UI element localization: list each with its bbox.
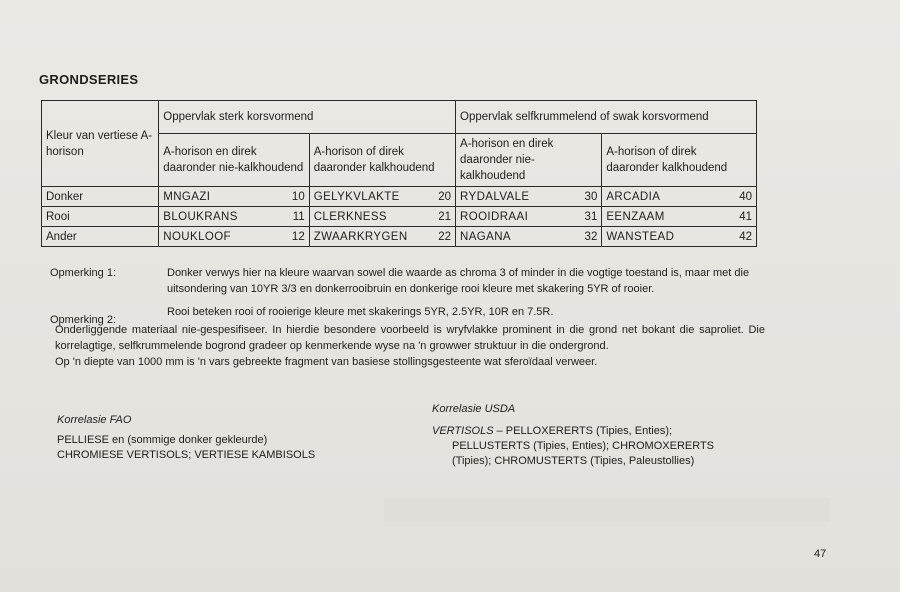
fao-line: PELLIESE en (sommige donker gekleurde) bbox=[57, 434, 268, 446]
sub-header: A-horison of direk daaronder kalkhoudend bbox=[602, 134, 757, 187]
table-row bbox=[42, 207, 757, 227]
paragraph-line: Onderliggende materiaal nie-gespesifiseer. In hierdie besondere voorbeeld is wryfvlakke prominent in die grond net bokant die saproliet. Die korrelagtige, selfkrummelende bogrond gradeer op kenmerkende wyse na 'n growwer struktuur in die ondergrond. bbox=[55, 324, 765, 352]
table-row bbox=[42, 187, 757, 207]
fao-title: Korrelasie FAO bbox=[57, 414, 132, 426]
fao-line: CHROMIESE VERTISOLS; VERTIESE KAMBISOLS bbox=[57, 449, 316, 461]
usda-title: Korrelasie USDA bbox=[432, 403, 516, 415]
sub-header: A-horison en direk daaronder nie-kalkhoudend bbox=[456, 134, 602, 187]
row-header-cell: Kleur van vertiese A-horison bbox=[42, 101, 159, 187]
series-name: ARCADIA bbox=[606, 190, 661, 203]
table-row bbox=[42, 227, 757, 247]
series-number: 31 bbox=[584, 210, 598, 223]
series-cell bbox=[309, 207, 455, 227]
series-number: 11 bbox=[292, 210, 305, 223]
series-cell bbox=[602, 227, 757, 247]
series-name: ROOIDRAAI bbox=[460, 210, 529, 223]
row-label: Ander bbox=[42, 227, 159, 247]
series-number: 21 bbox=[438, 210, 452, 223]
series-name: NOUKLOOF bbox=[163, 230, 231, 243]
fao-body bbox=[57, 433, 315, 463]
note-text: Donker verwys hier na kleure waarvan sowel die waarde as chroma 3 of minder in die vogtige toestand is, maar met die uitsondering van 10YR 3/3 en donkerrooibruin en donkerige rooi kleure met skakering 5YR of rooier. bbox=[167, 267, 750, 295]
series-name: WANSTEAD bbox=[606, 230, 675, 243]
series-name: CLERKNESS bbox=[313, 210, 387, 223]
group-header-self-mulching: Oppervlak selfkrummelend of swak korsvormend bbox=[456, 101, 757, 134]
usda-line: PELLUSTERTS (Tipies, Enties); CHROMOXERERTS bbox=[452, 440, 715, 452]
usda-line-rest: – PELLOXERERTS (Tipies, Enties); bbox=[493, 425, 673, 437]
series-number: 41 bbox=[739, 210, 752, 223]
usda-line: (Tipies); CHROMUSTERTS (Tipies, Paleustollies) bbox=[452, 455, 695, 467]
page-heading: GRONDSERIES bbox=[39, 72, 139, 87]
series-number: 40 bbox=[739, 190, 752, 203]
series-cell bbox=[602, 207, 757, 227]
series-cell bbox=[456, 187, 602, 207]
series-cell bbox=[456, 207, 602, 227]
series-number: 42 bbox=[739, 230, 752, 243]
paragraph-line: Op 'n diepte van 1000 mm is 'n vars gebreekte fragment van basiese stollingsgesteente wat sferoïdaal verweer. bbox=[55, 356, 598, 368]
series-cell bbox=[602, 187, 757, 207]
note-2 bbox=[50, 304, 770, 326]
soil-series-table bbox=[41, 100, 757, 247]
description-paragraph bbox=[55, 322, 765, 370]
note-label: Opmerking 2: bbox=[50, 314, 117, 326]
series-number: 30 bbox=[584, 190, 598, 203]
series-cell bbox=[159, 187, 309, 207]
usda-line bbox=[432, 424, 812, 439]
series-name: EENZAAM bbox=[606, 210, 665, 223]
series-number: 20 bbox=[438, 190, 452, 203]
series-cell bbox=[309, 227, 455, 247]
series-cell bbox=[159, 207, 309, 227]
series-cell bbox=[456, 227, 602, 247]
series-number: 32 bbox=[584, 230, 598, 243]
series-number: 10 bbox=[291, 190, 305, 203]
usda-lead: VERTISOLS bbox=[432, 425, 494, 437]
series-number: 12 bbox=[291, 230, 305, 243]
group-header-crusting: Oppervlak sterk korsvormend bbox=[159, 101, 456, 134]
series-name: MNGAZI bbox=[163, 190, 211, 203]
note-label: Opmerking 1: bbox=[50, 267, 117, 279]
row-label: Rooi bbox=[42, 207, 159, 227]
show-through-shade bbox=[384, 498, 830, 522]
series-name: RYDALVALE bbox=[460, 190, 530, 203]
series-cell bbox=[159, 227, 309, 247]
row-label: Donker bbox=[42, 187, 159, 207]
sub-header: A-horison of direk daaronder kalkhoudend bbox=[309, 134, 455, 187]
series-name: GELYKVLAKTE bbox=[313, 190, 400, 203]
series-cell bbox=[309, 187, 455, 207]
note-text: Rooi beteken rooi of rooierige kleure met skakerings 5YR, 2.5YR, 10R en 7.5R. bbox=[167, 306, 554, 318]
page-number: 47 bbox=[814, 548, 827, 560]
series-name: NAGANA bbox=[460, 230, 511, 243]
sub-header: A-horison en direk daaronder nie-kalkhoudend bbox=[159, 134, 309, 187]
series-name: BLOUKRANS bbox=[163, 210, 238, 223]
usda-body bbox=[432, 424, 812, 469]
series-name: ZWAARKRYGEN bbox=[313, 230, 408, 243]
series-number: 22 bbox=[438, 230, 452, 243]
